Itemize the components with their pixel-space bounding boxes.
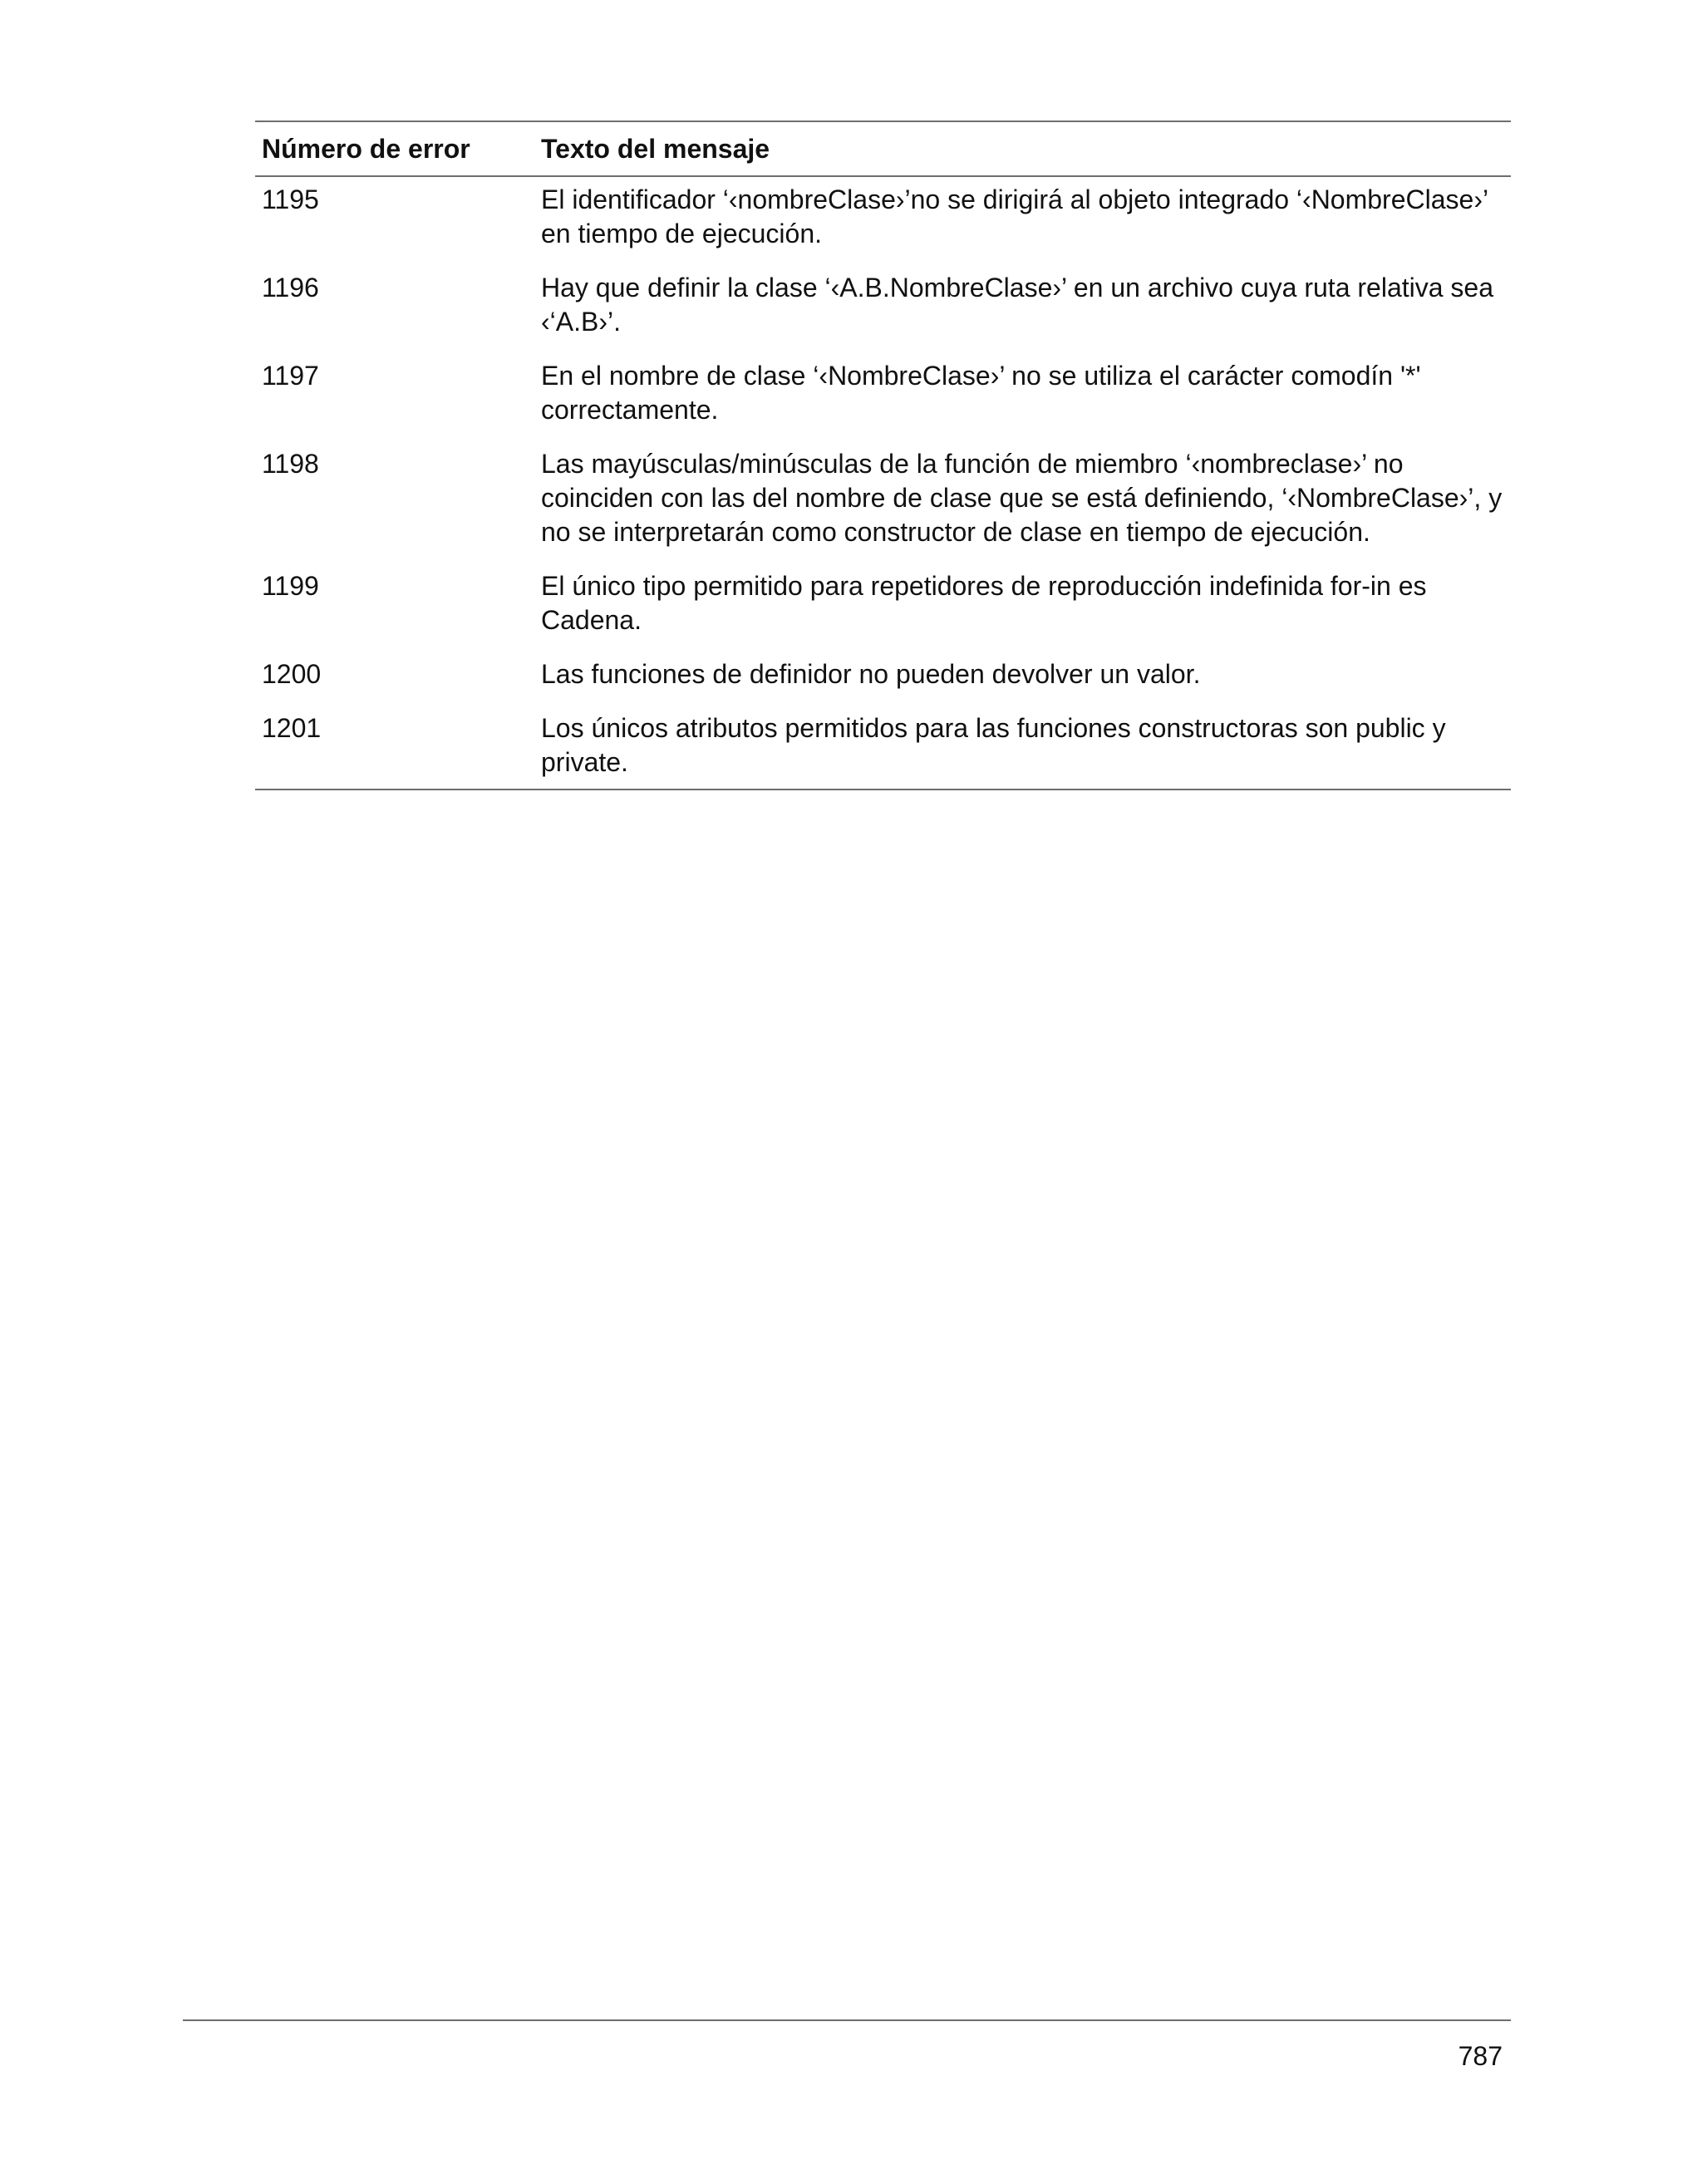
table-row [255, 359, 1511, 427]
header-message-text: Texto del mensaje [541, 134, 770, 164]
table-row [255, 183, 1511, 251]
footer-divider [183, 2019, 1511, 2021]
table-row [255, 711, 1511, 780]
error-message: Las mayúsculas/minúsculas de la función de miembro ‘‹nombreclase›’ no coinciden con las del nombre de clase que se está definiendo, ‘‹NombreClase›’, y no se interpretarán como constructor de clase en tiempo de ejecución. [541, 449, 1503, 547]
error-number: 1198 [262, 449, 319, 479]
error-message: El identificador ‘‹nombreClase›’no se dirigirá al objeto integrado ‘‹NombreClase›’ en tiempo de ejecución. [541, 184, 1488, 248]
error-message: Las funciones de definidor no pueden devolver un valor. [541, 659, 1201, 689]
table-row [255, 657, 1511, 691]
error-number: 1201 [262, 713, 322, 743]
table-body [255, 177, 1511, 789]
error-number: 1195 [262, 184, 319, 214]
error-number: 1199 [262, 571, 319, 601]
table-row [255, 569, 1511, 637]
error-number: 1200 [262, 659, 322, 689]
table-row [255, 447, 1511, 549]
table-header [255, 122, 1511, 177]
error-number: 1196 [262, 273, 319, 303]
error-message: En el nombre de clase ‘‹NombreClase›’ no se utiliza el carácter comodín '*' correctamente. [541, 361, 1421, 425]
error-number: 1197 [262, 361, 319, 391]
page-number: 787 [1458, 2041, 1503, 2071]
error-message: Hay que definir la clase ‘‹A.B.NombreClase›’ en un archivo cuya ruta relativa sea ‹‘A.B›’. [541, 273, 1494, 337]
table-row [255, 271, 1511, 339]
error-message-table [255, 121, 1511, 790]
error-message: Los únicos atributos permitidos para las funciones constructoras son public y private. [541, 713, 1446, 777]
error-message: El único tipo permitido para repetidores de reproducción indefinida for-in es Cadena. [541, 571, 1427, 635]
header-error-number: Número de error [262, 134, 470, 164]
